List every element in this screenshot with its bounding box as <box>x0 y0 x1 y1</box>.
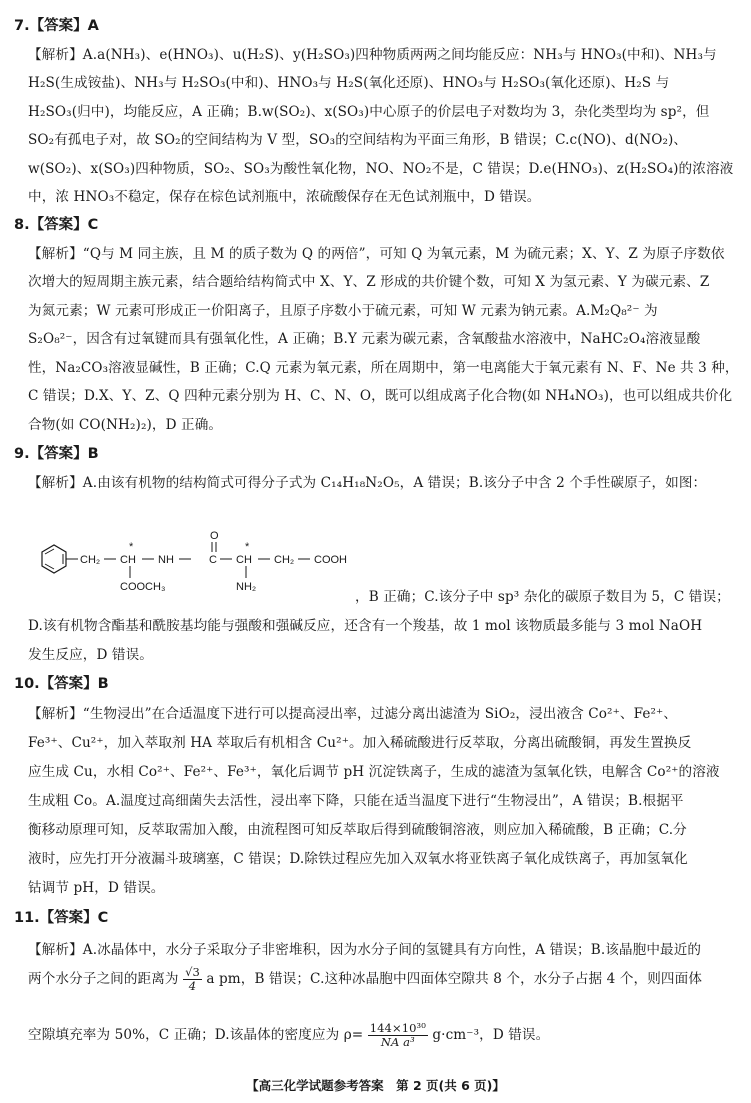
group-cooh: COOH <box>314 554 347 566</box>
fraction-denominator: NA a³ <box>380 1035 415 1049</box>
q10-answer: 10.【答案】B <box>14 676 109 692</box>
q8-line-7: 合物(如 CO(NH₂)₂)，D 正确。 <box>28 417 223 433</box>
chiral-star: * <box>245 541 250 553</box>
density-fraction <box>368 1022 428 1049</box>
group-ch: CH <box>236 554 252 566</box>
q9-line-2: D.该有机物含酯基和酰胺基均能与强酸和强碱反应，还含有一个羧基，故 1 mol 该物质最多能与 3 mol NaOH <box>28 618 703 634</box>
q11-answer: 11.【答案】C <box>14 910 109 926</box>
q11-line-2-pre: 两个水分子之间的距离为 <box>28 971 179 987</box>
q8-line-6: C 错误；D.X、Y、Z、Q 四种元素分别为 H、C、N、O，既可以组成离子化合物(如 NH₄NO₃)，也可以组成共价化 <box>28 388 733 404</box>
q7-line-2: H₂S(生成铵盐)、NH₃与 H₂SO₃(中和)、HNO₃与 H₂S(氧化还原)、HNO₃与 H₂SO₃(氧化还原)、H₂S 与 <box>28 75 670 91</box>
q10-line-1: 【解析】“生物浸出”在合适温度下进行可以提高浸出率，过滤分离出滤渣为 SiO₂，浸出液含 Co²⁺、Fe²⁺、 <box>28 706 678 722</box>
q11-line-3-post: g·cm⁻³，D 错误。 <box>432 1027 550 1043</box>
q10-line-6: 液时，应先打开分液漏斗玻璃塞，C 错误；D.除铁过程应先加入双氧水将亚铁离子氧化成铁离子，再加氢氧化 <box>28 851 688 867</box>
q7-line-4: SO₂有孤电子对，故 SO₂的空间结构为 V 型，SO₃的空间结构为平面三角形，B 错误；C.c(NO)、d(NO₂)、 <box>28 132 688 148</box>
q11-line-3-pre: 空隙填充率为 50%，C 正确；D.该晶体的密度应为 ρ= <box>28 1027 364 1043</box>
q9-answer: 9.【答案】B <box>14 446 99 462</box>
q7-line-6: 中，浓 HNO₃不稳定，保存在棕色试剂瓶中，浓硫酸保存在无色试剂瓶中，D 错误。 <box>28 189 541 205</box>
group-ch2: CH₂ <box>80 554 101 566</box>
q8-line-2: 次增大的短周期主族元素，结合题给结构简式中 X、Y、Z 形成的共价键个数，可知 X 为氢元素、Y 为碳元素、Z <box>28 274 710 290</box>
q10-line-2: Fe³⁺、Cu²⁺，加入萃取剂 HA 萃取后有机相含 Cu²⁺。加入稀硫酸进行反萃取，分离出硫酸铜，再发生置换反 <box>28 735 692 751</box>
distance-fraction <box>183 966 202 993</box>
q11-line-2 <box>28 966 702 993</box>
q8-answer: 8.【答案】C <box>14 217 99 233</box>
page-footer: 【高三化学试题参考答案 第 2 页(共 6 页)】 <box>246 1078 505 1093</box>
q10-line-5: 衡移动原理可知，反萃取需加入酸，由流程图可知反萃取后得到硫酸铜溶液，则应加入稀硫酸，B 正确；C.分 <box>28 822 687 838</box>
fraction-numerator: √3 <box>185 965 200 979</box>
q8-line-3: 为氮元素；W 元素可形成正一价阳离子，且原子序数小于硫元素，可知 W 元素为钠元素。A.M₂Q₈²⁻ 为 <box>28 303 658 319</box>
group-ch: CH <box>120 554 136 566</box>
q10-line-3: 应生成 Cu，水相 Co²⁺、Fe²⁺、Fe³⁺，氧化后调节 pH 沉淀铁离子，生成的滤渣为氢氧化铁，电解含 Co²⁺的溶液 <box>28 764 720 780</box>
q8-line-1: 【解析】“Q与 M 同主族，且 M 的质子数为 Q 的两倍”，可知 Q 为氧元素，M 为硫元素；X、Y、Z 为原子序数依 <box>28 246 725 262</box>
q11-line-1: 【解析】A.冰晶体中，水分子采取分子非密堆积，因为水分子间的氢键具有方向性，A 错误；B.该晶胞中最近的 <box>28 942 702 958</box>
q9-line-3: 发生反应，D 错误。 <box>28 647 153 663</box>
fraction-numerator: 144×10³⁰ <box>369 1021 426 1035</box>
q7-line-3: H₂SO₃(归中)，均能反应，A 正确；B.w(SO₂)、x(SO₃)中心原子的价层电子对数均为 3，杂化类型均为 sp²，但 <box>28 104 710 120</box>
q9-after-structure: ，B 正确；C.该分子中 sp³ 杂化的碳原子数目为 5，C 错误； <box>355 589 730 605</box>
q11-line-3 <box>28 1022 549 1049</box>
fraction-denominator: 4 <box>188 979 197 993</box>
q10-line-7: 钴调节 pH，D 错误。 <box>28 880 165 896</box>
atom-c: C <box>209 554 217 566</box>
q10-line-4: 生成粗 Co。A.温度过高细菌失去活性，浸出率下降，只能在适当温度下进行“生物浸出”，A 错误；B.根据平 <box>28 793 684 809</box>
structural-formula <box>28 528 398 604</box>
group-nh: NH <box>158 554 174 566</box>
atom-o: O <box>210 530 219 542</box>
q11-line-2-post: a pm，B 错误；C.这种冰晶胞中四面体空隙共 8 个，水分子占据 4 个，则四面体 <box>206 971 703 987</box>
group-ch2: CH₂ <box>274 554 295 566</box>
q7-line-1: 【解析】A.a(NH₃)、e(HNO₃)、u(H₂S)、y(H₂SO₃)四种物质两两之间均能反应：NH₃与 HNO₃(中和)、NH₃与 <box>28 47 717 63</box>
q8-line-4: S₂O₈²⁻，因含有过氧键而具有强氧化性，A 正确；B.Y 元素为碳元素，含氧酸盐水溶液中，NaHC₂O₄溶液显酸 <box>28 331 701 347</box>
q7-line-5: w(SO₂)、x(SO₃)四种物质，SO₂、SO₃为酸性氧化物，NO、NO₂不是，C 错误；D.e(HNO₃)、z(H₂SO₄)的浓溶液 <box>28 161 734 177</box>
q7-answer: 7.【答案】A <box>14 18 99 34</box>
group-nh2: NH₂ <box>236 581 257 593</box>
group-cooch3: COOCH₃ <box>120 581 166 593</box>
q8-line-5: 性，Na₂CO₃溶液显碱性，B 正确；C.Q 元素为氧元素，所在周期中，第一电离能大于氧元素有 N、F、Ne 共 3 种， <box>28 360 739 376</box>
chiral-star: * <box>129 541 134 553</box>
q9-line-1: 【解析】A.由该有机物的结构简式可得分子式为 C₁₄H₁₈N₂O₅，A 错误；B.该分子中含 2 个手性碳原子，如图： <box>28 475 707 491</box>
